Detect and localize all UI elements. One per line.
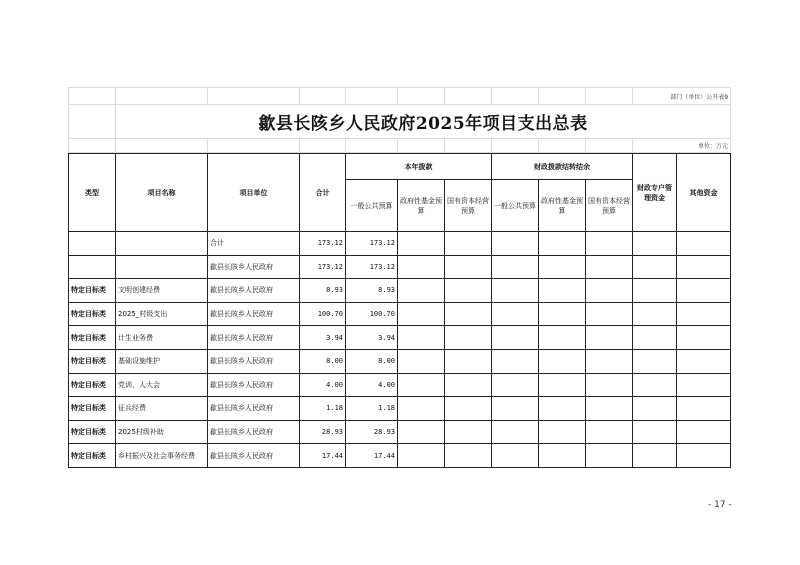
row-project-unit: 歙县长陔乡人民政府 — [208, 349, 300, 373]
empty-cell — [586, 420, 633, 444]
empty-cell — [677, 326, 731, 350]
empty-cell — [539, 279, 586, 303]
header-carryover: 财政拨款结转结余 — [492, 154, 633, 180]
empty-cell — [398, 232, 445, 256]
table-row — [69, 373, 731, 397]
empty-cell — [492, 420, 539, 444]
empty-cell — [445, 373, 492, 397]
row-project-name: 乡村振兴及社会事务经费 — [116, 444, 208, 468]
empty-cell — [445, 232, 492, 256]
empty-cell — [677, 397, 731, 421]
unit-note: 单位：万元 — [633, 139, 731, 153]
empty-cell — [492, 349, 539, 373]
empty-cell — [398, 444, 445, 468]
empty-cell — [398, 326, 445, 350]
header-carry-state-capital: 国有资本经营预算 — [586, 180, 633, 232]
header-project-unit: 项目单位 — [208, 154, 300, 232]
empty-cell — [539, 373, 586, 397]
empty-cell — [398, 420, 445, 444]
row-project-unit: 合计 — [208, 232, 300, 256]
empty-cell — [445, 279, 492, 303]
header-current-year: 本年拨款 — [346, 154, 492, 180]
empty-cell — [445, 444, 492, 468]
row-general-budget: 8.00 — [346, 349, 398, 373]
empty-cell — [586, 255, 633, 279]
empty-cell — [677, 420, 731, 444]
empty-cell — [677, 302, 731, 326]
row-general-budget: 28.93 — [346, 420, 398, 444]
empty-cell — [492, 444, 539, 468]
row-project-unit: 歙县长陔乡人民政府 — [208, 373, 300, 397]
empty-cell — [398, 255, 445, 279]
table-row — [69, 279, 731, 303]
row-general-budget: 17.44 — [346, 444, 398, 468]
header-general-budget: 一般公共预算 — [346, 180, 398, 232]
header-type: 类型 — [69, 154, 116, 232]
empty-cell — [633, 444, 677, 468]
empty-cell — [445, 302, 492, 326]
row-project-name: 文明创建经费 — [116, 279, 208, 303]
empty-cell — [398, 397, 445, 421]
empty-cell — [445, 255, 492, 279]
empty-cell — [492, 397, 539, 421]
empty-cell — [445, 349, 492, 373]
row-project-name: 2025村级补助 — [116, 420, 208, 444]
empty-cell — [398, 302, 445, 326]
row-total: 3.94 — [300, 326, 346, 350]
empty-cell — [633, 255, 677, 279]
row-type — [69, 232, 116, 256]
row-general-budget: 173.12 — [346, 255, 398, 279]
page-title: 歙县长陔乡人民政府2025年项目支出总表 — [116, 105, 731, 139]
row-project-unit: 歙县长陔乡人民政府 — [208, 420, 300, 444]
table-row — [69, 326, 731, 350]
row-project-name — [116, 232, 208, 256]
row-project-unit: 歙县长陔乡人民政府 — [208, 326, 300, 350]
row-project-unit: 歙县长陔乡人民政府 — [208, 255, 300, 279]
row-type: 特定目标类 — [69, 349, 116, 373]
row-type: 特定目标类 — [69, 279, 116, 303]
row-general-budget: 3.94 — [346, 326, 398, 350]
empty-cell — [633, 349, 677, 373]
empty-cell — [586, 397, 633, 421]
row-type — [69, 255, 116, 279]
table-row — [69, 420, 731, 444]
table-row — [69, 255, 731, 279]
row-total: 8.00 — [300, 349, 346, 373]
empty-cell — [539, 255, 586, 279]
table-row — [69, 232, 731, 256]
empty-cell — [539, 420, 586, 444]
row-project-unit: 歙县长陔乡人民政府 — [208, 279, 300, 303]
table-body — [69, 232, 731, 468]
empty-cell — [539, 302, 586, 326]
empty-cell — [677, 255, 731, 279]
row-total: 17.44 — [300, 444, 346, 468]
header-other-fund: 其他资金 — [677, 154, 731, 232]
row-project-name: 党训、人大会 — [116, 373, 208, 397]
header-total: 合计 — [300, 154, 346, 232]
row-general-budget: 4.00 — [346, 373, 398, 397]
empty-cell — [492, 326, 539, 350]
row-type: 特定目标类 — [69, 397, 116, 421]
row-total: 100.70 — [300, 302, 346, 326]
empty-cell — [398, 279, 445, 303]
page-number: - 17 - — [708, 500, 732, 510]
empty-cell — [492, 232, 539, 256]
row-total: 1.18 — [300, 397, 346, 421]
row-project-name: 基础设施维护 — [116, 349, 208, 373]
empty-cell — [633, 279, 677, 303]
empty-cell — [586, 349, 633, 373]
row-project-unit: 歙县长陔乡人民政府 — [208, 444, 300, 468]
empty-cell — [492, 302, 539, 326]
empty-cell — [445, 420, 492, 444]
table-row — [69, 302, 731, 326]
row-general-budget: 173.12 — [346, 232, 398, 256]
row-project-unit: 歙县长陔乡人民政府 — [208, 302, 300, 326]
empty-cell — [586, 232, 633, 256]
empty-cell — [539, 444, 586, 468]
empty-cell — [492, 255, 539, 279]
dept-note: 部门（单位）公开表9 — [633, 88, 731, 105]
empty-cell — [633, 373, 677, 397]
row-project-unit: 歙县长陔乡人民政府 — [208, 397, 300, 421]
header-project-name: 项目名称 — [116, 154, 208, 232]
empty-cell — [677, 349, 731, 373]
row-total: 173.12 — [300, 232, 346, 256]
row-project-name — [116, 255, 208, 279]
empty-cell — [398, 349, 445, 373]
row-type: 特定目标类 — [69, 420, 116, 444]
empty-cell — [539, 349, 586, 373]
row-project-name: 2025_村级支出 — [116, 302, 208, 326]
empty-cell — [398, 373, 445, 397]
empty-cell — [492, 279, 539, 303]
row-project-name: 计生业务费 — [116, 326, 208, 350]
row-type: 特定目标类 — [69, 444, 116, 468]
table-row — [69, 444, 731, 468]
empty-cell — [633, 420, 677, 444]
row-type: 特定目标类 — [69, 302, 116, 326]
row-type: 特定目标类 — [69, 373, 116, 397]
empty-cell — [492, 373, 539, 397]
empty-cell — [633, 232, 677, 256]
row-total: 8.93 — [300, 279, 346, 303]
empty-cell — [677, 373, 731, 397]
row-total: 28.93 — [300, 420, 346, 444]
row-general-budget: 8.93 — [346, 279, 398, 303]
empty-cell — [633, 326, 677, 350]
empty-cell — [539, 397, 586, 421]
empty-cell — [633, 397, 677, 421]
row-project-name: 征兵经费 — [116, 397, 208, 421]
empty-cell — [677, 279, 731, 303]
budget-sheet — [68, 87, 730, 468]
row-general-budget: 100.70 — [346, 302, 398, 326]
empty-cell — [539, 326, 586, 350]
table-row — [69, 397, 731, 421]
header-carry-general-budget: 一般公共预算 — [492, 180, 539, 232]
header-special-fund: 财政专户管理资金 — [633, 154, 677, 232]
table-row — [69, 349, 731, 373]
empty-cell — [633, 302, 677, 326]
empty-cell — [586, 279, 633, 303]
sheet-header — [68, 87, 731, 153]
empty-cell — [677, 444, 731, 468]
row-type: 特定目标类 — [69, 326, 116, 350]
empty-cell — [586, 373, 633, 397]
project-expenditure-table — [68, 153, 731, 468]
empty-cell — [539, 232, 586, 256]
empty-cell — [677, 232, 731, 256]
empty-cell — [445, 326, 492, 350]
empty-cell — [445, 397, 492, 421]
empty-cell — [586, 326, 633, 350]
header-state-capital: 国有资本经营预算 — [445, 180, 492, 232]
row-total: 173.12 — [300, 255, 346, 279]
empty-cell — [586, 444, 633, 468]
header-carry-gov-fund: 政府性基金预算 — [539, 180, 586, 232]
empty-cell — [586, 302, 633, 326]
row-general-budget: 1.18 — [346, 397, 398, 421]
header-gov-fund: 政府性基金预算 — [398, 180, 445, 232]
row-total: 4.00 — [300, 373, 346, 397]
